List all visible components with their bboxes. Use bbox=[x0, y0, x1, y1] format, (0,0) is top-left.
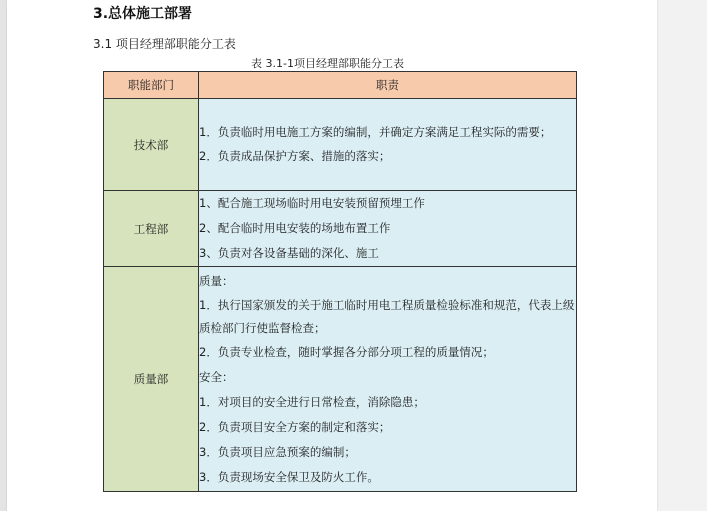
resp-cell bbox=[199, 191, 577, 267]
section-title: 3.总体施工部署 bbox=[93, 6, 193, 22]
dept-cell: 工程部 bbox=[104, 191, 199, 267]
subsection-title: 3.1 项目经理部职能分工表 bbox=[93, 37, 236, 51]
resp-cell bbox=[199, 267, 577, 492]
resp-line: 质量： bbox=[199, 273, 234, 288]
resp-line: 2．负责项目安全方案的制定和落实； bbox=[199, 419, 391, 434]
resp-line: 2、配合临时用电安装的场地布置工作 bbox=[199, 221, 391, 235]
dept-cell: 质量部 bbox=[104, 267, 199, 492]
duty-table bbox=[103, 71, 577, 492]
table-row-tech bbox=[104, 99, 577, 191]
resp-line: 安全： bbox=[199, 369, 234, 384]
resp-line: 1．负责临时用电施工方案的编制，并确定方案满足工程实际的需要； bbox=[199, 124, 552, 139]
resp-line: 3、负责对各设备基础的深化、施工 bbox=[199, 246, 379, 260]
resp-cell bbox=[199, 99, 577, 191]
header-resp: 职责 bbox=[199, 72, 577, 99]
resp-line: 2．负责专业检查，随时掌握各分部分项工程的质量情况； bbox=[199, 344, 494, 359]
resp-line: 3．负责项目应急预案的编制； bbox=[199, 444, 356, 459]
resp-line: 1、配合施工现场临时用电安装预留预埋工作 bbox=[199, 196, 425, 210]
dept-cell: 技术部 bbox=[104, 99, 199, 191]
resp-line: 3．负责现场安全保卫及防火工作。 bbox=[199, 469, 379, 484]
resp-line: 2．负责成品保护方案、措施的落实； bbox=[199, 148, 391, 163]
viewer-right-margin bbox=[657, 0, 707, 511]
resp-line: 1．执行国家颁发的关于施工临时用电工程质量检验标准和规范，代表上级质检部门行使监督检查； bbox=[199, 297, 575, 335]
table-row-quality bbox=[104, 267, 577, 492]
header-dept: 职能部门 bbox=[104, 72, 199, 99]
table-row-eng bbox=[104, 191, 577, 267]
table-caption: 表 3.1-1项目经理部职能分工表 bbox=[251, 57, 404, 70]
viewer-left-margin bbox=[0, 0, 7, 511]
resp-line: 1．对项目的安全进行日常检查，消除隐患； bbox=[199, 394, 425, 409]
table-header-row bbox=[104, 72, 577, 99]
